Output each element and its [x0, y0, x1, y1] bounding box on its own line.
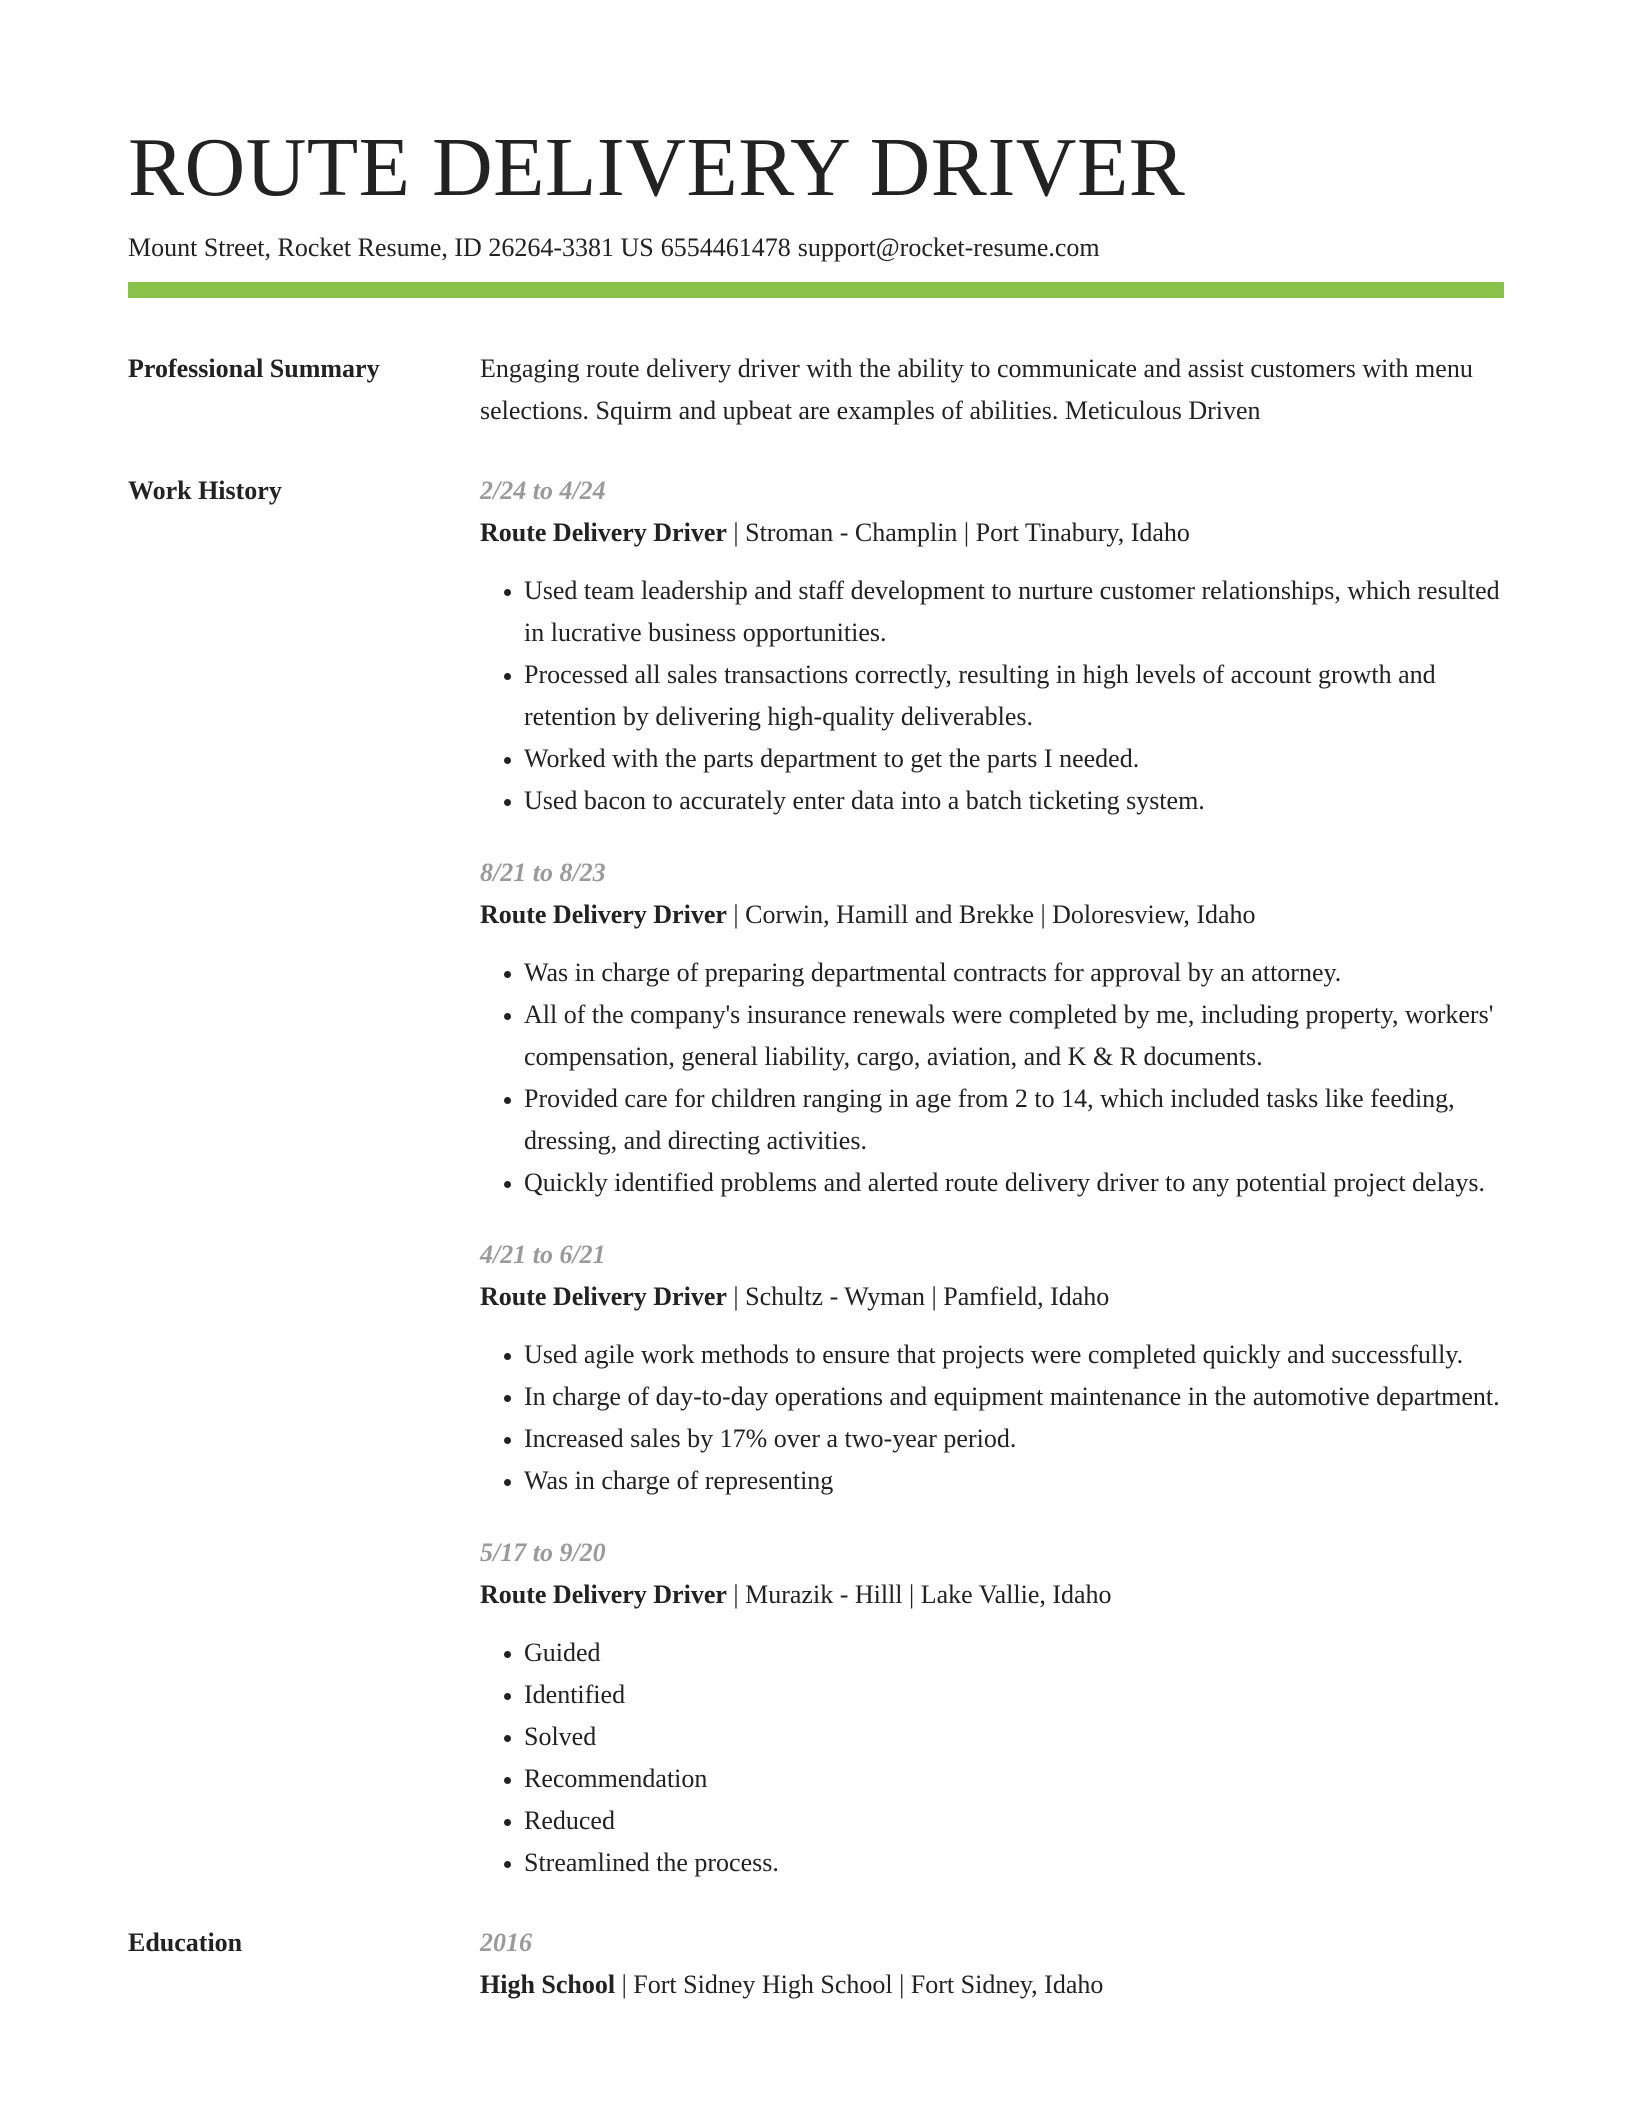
contact-line	[128, 230, 1504, 266]
contact-email: support@rocket-resume.com	[797, 233, 1100, 262]
job-entry	[480, 470, 1504, 822]
job-bullet: • Provided care for children ranging in age from 2 to 14, which included tasks like feeding, dressing, and directing activities.	[524, 1078, 1504, 1162]
job-bullets	[480, 570, 1504, 822]
job-details: | Stroman - Champlin | Port Tinabury, Idaho	[726, 518, 1190, 547]
job-role-line	[480, 1574, 1504, 1616]
work-history-heading: Work History	[128, 476, 282, 505]
job-details: | Schultz - Wyman | Pamfield, Idaho	[726, 1282, 1110, 1311]
job-details: | Murazik - Hilll | Lake Vallie, Idaho	[726, 1580, 1112, 1609]
job-role: Route Delivery Driver	[480, 1580, 727, 1609]
job-role-line	[480, 512, 1504, 554]
job-entry	[480, 852, 1504, 1204]
education-heading: Education	[128, 1928, 243, 1957]
summary-section	[128, 348, 1504, 432]
job-bullet: • In charge of day-to-day operations and equipment maintenance in the automotive department.	[524, 1376, 1504, 1418]
summary-heading: Professional Summary	[128, 354, 380, 383]
job-bullet: • Used bacon to accurately enter data into a batch ticketing system.	[524, 780, 1504, 822]
job-bullet: • Used agile work methods to ensure that projects were completed quickly and successfully.	[524, 1334, 1504, 1376]
job-bullet: • Reduced	[524, 1800, 1504, 1842]
job-entry	[480, 1234, 1504, 1502]
job-dates: 8/21 to 8/23	[480, 858, 606, 887]
job-role: Route Delivery Driver	[480, 1282, 727, 1311]
work-history-section	[128, 470, 1504, 1884]
job-bullet: • Worked with the parts department to get the parts I needed.	[524, 738, 1504, 780]
job-role: Route Delivery Driver	[480, 518, 727, 547]
job-bullet: • Streamlined the process.	[524, 1842, 1504, 1884]
summary-text: Engaging route delivery driver with the ability to communicate and assist customers with menu selections. Squirm and upbeat are examples of abilities. Meticulous Driven	[480, 354, 1473, 425]
resume-page	[128, 118, 1504, 2006]
job-dates: 5/17 to 9/20	[480, 1538, 606, 1567]
job-entry	[480, 1532, 1504, 1884]
job-bullet: • Guided	[524, 1632, 1504, 1674]
education-degree: High School	[480, 1970, 616, 1999]
job-bullet: • Was in charge of representing	[524, 1460, 1504, 1502]
job-role-line	[480, 894, 1504, 936]
job-bullet: • Recommendation	[524, 1758, 1504, 1800]
education-line	[480, 1964, 1504, 2006]
job-bullet: • Was in charge of preparing departmental contracts for approval by an attorney.	[524, 952, 1504, 994]
education-details: | Fort Sidney High School | Fort Sidney, Idaho	[615, 1970, 1104, 1999]
job-bullets	[480, 952, 1504, 1204]
job-bullet: • Solved	[524, 1716, 1504, 1758]
candidate-name: ROUTE DELIVERY DRIVER	[128, 121, 1186, 214]
job-bullet: • All of the company's insurance renewals were completed by me, including property, workers' compensation, general liability, cargo, aviation, and K & R documents.	[524, 994, 1504, 1078]
job-bullet: • Identified	[524, 1674, 1504, 1716]
education-list	[480, 1922, 1504, 2006]
contact-phone: 6554461478	[660, 233, 791, 262]
job-bullets	[480, 1334, 1504, 1502]
header-divider	[128, 282, 1504, 298]
job-dates: 2/24 to 4/24	[480, 476, 606, 505]
job-bullets	[480, 1632, 1504, 1884]
education-dates: 2016	[480, 1928, 532, 1957]
job-bullet: • Used team leadership and staff development to nurture customer relationships, which resulted in lucrative business opportunities.	[524, 570, 1504, 654]
job-bullet: • Processed all sales transactions correctly, resulting in high levels of account growth and retention by delivering high-quality deliverables.	[524, 654, 1504, 738]
job-bullet: • Increased sales by 17% over a two-year period.	[524, 1418, 1504, 1460]
job-role-line	[480, 1276, 1504, 1318]
job-bullet: • Quickly identified problems and alerted route delivery driver to any potential project delays.	[524, 1162, 1504, 1204]
contact-address: Mount Street, Rocket Resume, ID 26264-3381 US	[128, 233, 654, 262]
job-details: | Corwin, Hamill and Brekke | Doloresview, Idaho	[726, 900, 1256, 929]
work-history-list	[480, 470, 1504, 1884]
education-section	[128, 1922, 1504, 2006]
job-role: Route Delivery Driver	[480, 900, 727, 929]
job-dates: 4/21 to 6/21	[480, 1240, 606, 1269]
